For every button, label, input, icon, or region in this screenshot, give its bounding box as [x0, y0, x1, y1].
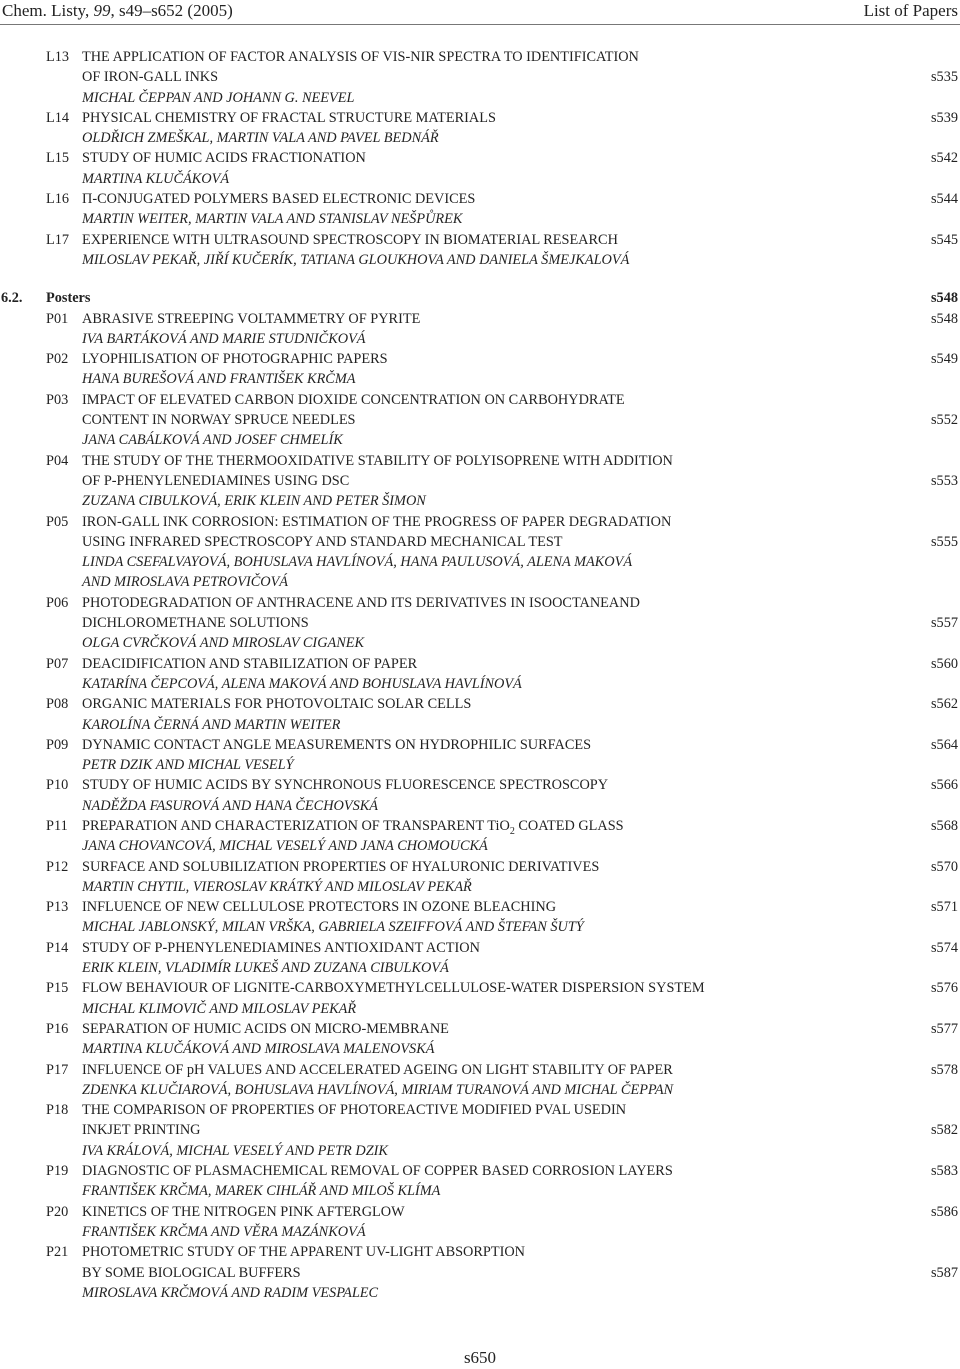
paper-title: [82, 735, 591, 755]
author-line: [46, 755, 958, 775]
paper-title-suffix: COATED GLASS: [514, 817, 624, 834]
title-line: [46, 47, 958, 67]
author-line: [46, 250, 958, 270]
paper-title-text: STUDY OF P-PHENYLENEDIAMINES ANTIOXIDANT ACTION: [82, 939, 480, 956]
paper-page: s564: [930, 736, 958, 753]
paper-page: s583: [930, 1163, 958, 1180]
paper-page: s542: [930, 150, 958, 167]
author-line: [46, 169, 958, 189]
title-line: [46, 938, 958, 958]
paper-entry: [46, 1100, 958, 1161]
paper-title-text: ORGANIC MATERIALS FOR PHOTOVOLTAIC SOLAR CELLS: [82, 696, 472, 713]
paper-authors: MICHAL JABLONSKÝ, MILAN VRŠKA, GABRIELA SZEIFFOVÁ AND ŠTEFAN ŠUTÝ: [82, 919, 584, 936]
paper-title: [82, 1202, 405, 1222]
paper-entry: [46, 735, 958, 776]
paper-entry: [46, 857, 958, 898]
author-line: [46, 1222, 958, 1242]
paper-title-text: USING INFRARED SPECTROSCOPY AND STANDARD MECHANICAL TEST: [82, 533, 563, 550]
paper-authors: MIROSLAVA KRČMOVÁ AND RADIM VESPALEC: [82, 1284, 379, 1301]
paper-page: s571: [930, 899, 958, 916]
paper-code: P06: [46, 594, 69, 611]
paper-page: s557: [930, 615, 958, 632]
paper-entry: [46, 451, 958, 512]
paper-title-text: SEPARATION OF HUMIC ACIDS ON MICRO-MEMBRANE: [82, 1020, 449, 1037]
author-line: [46, 1080, 958, 1100]
paper-title-text: THE COMPARISON OF PROPERTIES OF PHOTOREACTIVE MODIFIED PVAL USEDIN: [82, 1102, 627, 1119]
paper-page: s578: [930, 1061, 958, 1078]
title-line: [46, 1060, 958, 1080]
author-line: [46, 796, 958, 816]
paper-code: P20: [46, 1203, 69, 1220]
posters-heading: [1, 288, 958, 308]
paper-title-text: PHOTODEGRADATION OF ANTHRACENE AND ITS DERIVATIVES IN ISOOCTANEAND: [82, 594, 640, 611]
paper-page: s587: [930, 1264, 958, 1281]
paper-title: [82, 1161, 673, 1181]
paper-authors: MICHAL ČEPPAN AND JOHANN G. NEEVEL: [82, 89, 355, 106]
paper-title: [82, 230, 618, 250]
paper-title-text: DIAGNOSTIC OF PLASMACHEMICAL REMOVAL OF COPPER BASED CORROSION LAYERS: [82, 1163, 673, 1180]
paper-title-text: INFLUENCE OF pH VALUES AND ACCELERATED AGEING ON LIGHT STABILITY OF PAPER: [82, 1061, 673, 1078]
paper-page: s548: [930, 310, 958, 327]
lectures-list: [46, 47, 958, 270]
paper-title: [82, 1019, 449, 1039]
paper-title: [82, 148, 366, 168]
paper-page: s582: [930, 1122, 958, 1139]
paper-title: [82, 654, 417, 674]
paper-title: [82, 47, 639, 67]
paper-title-text: SURFACE AND SOLUBILIZATION PROPERTIES OF HYALURONIC DERIVATIVES: [82, 858, 600, 875]
paper-title: [82, 1060, 673, 1080]
paper-code: L13: [46, 49, 70, 65]
paper-code: L17: [46, 231, 70, 248]
paper-authors: ZUZANA CIBULKOVÁ, ERIK KLEIN AND PETER ŠIMON: [82, 493, 426, 510]
posters-list: [46, 309, 958, 1304]
author-line: [46, 999, 958, 1019]
paper-entry: [46, 1161, 958, 1202]
paper-page: s553: [930, 472, 958, 489]
paper-title: [82, 775, 608, 795]
paper-page: s544: [930, 191, 958, 208]
paper-code: P12: [46, 858, 69, 875]
paper-page: s545: [930, 231, 958, 248]
posters-section-page: s548: [930, 290, 958, 307]
paper-entry: [46, 775, 958, 816]
paper-title-text: EXPERIENCE WITH ULTRASOUND SPECTROSCOPY IN BIOMATERIAL RESEARCH: [82, 231, 618, 248]
paper-title-text: PHOTOMETRIC STUDY OF THE APPARENT UV-LIGHT ABSORPTION: [82, 1244, 526, 1261]
page-number: s650: [463, 1348, 497, 1367]
paper-code: P11: [46, 817, 68, 834]
paper-code: L16: [46, 191, 70, 208]
paper-title-text: KINETICS OF THE NITROGEN PINK AFTERGLOW: [82, 1203, 405, 1220]
author-line: [46, 329, 958, 349]
paper-code: P19: [46, 1163, 69, 1180]
title-line: [46, 67, 958, 87]
paper-title: [82, 613, 309, 633]
paper-code: P17: [46, 1061, 69, 1078]
paper-authors: IVA KRÁLOVÁ, MICHAL VESELÝ AND PETR DZIK: [82, 1142, 388, 1159]
papers-list: [1, 47, 958, 1303]
journal-citation: [2, 0, 233, 22]
paper-code: P16: [46, 1020, 69, 1037]
paper-page: s539: [930, 109, 958, 126]
paper-title: [82, 593, 640, 613]
paper-title: [82, 349, 388, 369]
paper-entry: [46, 189, 958, 230]
title-line: [46, 654, 958, 674]
title-line: [46, 978, 958, 998]
author-line: [46, 491, 958, 511]
paper-page: s574: [930, 939, 958, 956]
author-line: [46, 209, 958, 229]
paper-authors: AND MIROSLAVA PETROVIČOVÁ: [82, 574, 289, 591]
paper-authors: FRANTIŠEK KRČMA, MAREK CIHLÁŘ AND MILOŠ KLÍMA: [82, 1183, 441, 1200]
paper-entry: [46, 978, 958, 1019]
author-line: [46, 715, 958, 735]
paper-title-text: STUDY OF HUMIC ACIDS FRACTIONATION: [82, 150, 366, 167]
paper-title-text: STUDY OF HUMIC ACIDS BY SYNCHRONOUS FLUORESCENCE SPECTROSCOPY: [82, 777, 609, 794]
paper-title-text: ABRASIVE STREEPING VOLTAMMETRY OF PYRITE: [82, 310, 421, 327]
paper-authors: ERIK KLEIN, VLADIMÍR LUKEŠ AND ZUZANA CIBULKOVÁ: [82, 960, 449, 977]
section-gap: [46, 270, 958, 288]
paper-title: [82, 897, 556, 917]
author-line: [46, 430, 958, 450]
paper-code: P14: [46, 939, 69, 956]
title-line: [46, 857, 958, 877]
author-line: [46, 958, 958, 978]
paper-page: s570: [930, 858, 958, 875]
paper-entry: [46, 47, 958, 108]
paper-entry: [46, 654, 958, 695]
title-line: [46, 471, 958, 491]
paper-entry: [46, 938, 958, 979]
paper-title-text: Π-CONJUGATED POLYMERS BASED ELECTRONIC DEVICES: [82, 191, 476, 208]
running-header: [0, 0, 960, 24]
paper-authors: NADĚŽDA FASUROVÁ AND HANA ČECHOVSKÁ: [82, 797, 379, 814]
paper-title: [82, 857, 599, 877]
paper-title-text: DICHLOROMETHANE SOLUTIONS: [82, 615, 309, 632]
title-line: [46, 148, 958, 168]
paper-code: P05: [46, 513, 69, 530]
paper-title: [82, 512, 671, 532]
paper-title: [82, 1120, 200, 1140]
posters-section-number: 6.2.: [1, 290, 23, 307]
paper-page: s576: [930, 980, 958, 997]
paper-authors: HANA BUREŠOVÁ AND FRANTIŠEK KRČMA: [82, 371, 356, 388]
paper-title: [82, 410, 356, 430]
paper-title-text: THE APPLICATION OF FACTOR ANALYSIS OF VIS-NIR SPECTRA TO IDENTIFICATION: [82, 49, 639, 65]
paper-code: P13: [46, 899, 69, 916]
title-line: [46, 1263, 958, 1283]
author-line: [46, 369, 958, 389]
paper-code: L15: [46, 150, 70, 167]
paper-page: s560: [930, 655, 958, 672]
author-line: [46, 877, 958, 897]
author-line: [46, 572, 958, 592]
paper-title: [82, 1242, 525, 1262]
author-line: [46, 917, 958, 937]
paper-title: [82, 532, 563, 552]
paper-entry: [46, 108, 958, 149]
paper-title: [82, 451, 673, 471]
paper-page: s577: [930, 1020, 958, 1037]
paper-authors: JANA CHOVANCOVÁ, MICHAL VESELÝ AND JANA CHOMOUCKÁ: [82, 838, 488, 855]
paper-page: s549: [930, 351, 958, 368]
paper-authors: MILOSLAV PEKAŘ, JIŘÍ KUČERÍK, TATIANA GLOUKHOVA AND DANIELA ŠMEJKALOVÁ: [82, 251, 630, 268]
paper-authors: MICHAL KLIMOVIČ AND MILOSLAV PEKAŘ: [82, 1000, 357, 1017]
author-line: [46, 552, 958, 572]
title-line: [46, 532, 958, 552]
paper-entry: [46, 1242, 958, 1303]
title-line: [46, 1019, 958, 1039]
paper-authors: ZDENKA KLUČIAROVÁ, BOHUSLAVA HAVLÍNOVÁ, MIRIAM TURANOVÁ AND MICHAL ČEPPAN: [82, 1081, 674, 1098]
paper-title: [82, 938, 480, 958]
paper-code: P18: [46, 1102, 69, 1119]
title-line: [46, 897, 958, 917]
title-line: [46, 309, 958, 329]
paper-authors: MARTINA KLUČÁKOVÁ: [82, 170, 230, 187]
paper-page: s568: [930, 817, 958, 834]
paper-authors: OLGA CVRČKOVÁ AND MIROSLAV CIGANEK: [82, 635, 365, 652]
paper-entry: [46, 694, 958, 735]
paper-title-text: INKJET PRINTING: [82, 1122, 201, 1139]
journal-volume: 99: [93, 1, 111, 20]
paper-entry: [46, 1202, 958, 1243]
title-line: [46, 1202, 958, 1222]
author-line: [46, 128, 958, 148]
paper-title-text: DEACIDIFICATION AND STABILIZATION OF PAPER: [82, 655, 418, 672]
paper-authors: KAROLÍNA ČERNÁ AND MARTIN WEITER: [82, 716, 341, 733]
author-line: [46, 674, 958, 694]
title-subscript: 2: [509, 825, 515, 837]
paper-entry: [46, 816, 958, 857]
paper-entry: [46, 390, 958, 451]
title-line: [46, 1242, 958, 1262]
paper-code: P04: [46, 452, 69, 469]
paper-title: [82, 67, 218, 87]
paper-title-text: OF IRON-GALL INKS: [82, 69, 219, 86]
paper-title-text: THE STUDY OF THE THERMOOXIDATIVE STABILITY OF POLYISOPRENE WITH ADDITION: [82, 452, 673, 469]
paper-title-text: PHYSICAL CHEMISTRY OF FRACTAL STRUCTURE MATERIALS: [82, 109, 496, 126]
paper-page: s566: [930, 777, 958, 794]
paper-authors: KATARÍNA ČEPCOVÁ, ALENA MAKOVÁ AND BOHUSLAVA HAVLÍNOVÁ: [82, 675, 522, 692]
paper-authors: OLDŘICH ZMEŠKAL, MARTIN VALA AND PAVEL BEDNÁŘ: [82, 130, 439, 147]
title-line: [46, 593, 958, 613]
author-line: [46, 1283, 958, 1303]
paper-entry: [46, 1060, 958, 1101]
paper-title: [82, 108, 496, 128]
title-line: [46, 390, 958, 410]
paper-authors: FRANTIŠEK KRČMA AND VĚRA MAZÁNKOVÁ: [82, 1223, 366, 1240]
paper-title: [82, 189, 475, 209]
paper-authors: MARTIN CHYTIL, VIEROSLAV KRÁTKÝ AND MILOSLAV PEKAŘ: [82, 878, 472, 895]
title-line: [46, 410, 958, 430]
author-line: [46, 88, 958, 108]
paper-authors: MARTINA KLUČÁKOVÁ AND MIROSLAVA MALENOVSKÁ: [82, 1041, 435, 1058]
title-line: [46, 775, 958, 795]
journal-name: Chem. Listy,: [2, 1, 94, 20]
paper-title-text: LYOPHILISATION OF PHOTOGRAPHIC PAPERS: [82, 351, 388, 368]
author-line: [46, 1039, 958, 1059]
title-line: [46, 1100, 958, 1120]
paper-page: s562: [930, 696, 958, 713]
paper-code: P15: [46, 980, 69, 997]
title-line: [46, 1161, 958, 1181]
paper-entry: [46, 1019, 958, 1060]
paper-title: [82, 1263, 301, 1283]
paper-title-text: DYNAMIC CONTACT ANGLE MEASUREMENTS ON HYDROPHILIC SURFACES: [82, 736, 592, 753]
paper-page: s586: [930, 1203, 958, 1220]
title-line: [46, 451, 958, 471]
title-line: [46, 1120, 958, 1140]
paper-entry: [46, 309, 958, 350]
paper-code: P21: [46, 1244, 69, 1261]
paper-entry: [46, 593, 958, 654]
paper-entry: [46, 897, 958, 938]
title-line: [46, 349, 958, 369]
journal-pages: , s49–s652 (2005): [110, 1, 233, 20]
paper-entry: [46, 512, 958, 593]
paper-authors: MARTIN WEITER, MARTIN VALA AND STANISLAV NEŠPŮREK: [82, 211, 463, 228]
paper-entry: [46, 349, 958, 390]
paper-title-text: BY SOME BIOLOGICAL BUFFERS: [82, 1264, 301, 1281]
paper-authors: LINDA CSEFALVAYOVÁ, BOHUSLAVA HAVLÍNOVÁ, HANA PAULUSOVÁ, ALENA MAKOVÁ: [82, 554, 633, 571]
author-line: [46, 836, 958, 856]
title-line: [46, 613, 958, 633]
paper-title-text: PREPARATION AND CHARACTERIZATION OF TRANSPARENT TiO: [82, 817, 510, 834]
paper-code: P02: [46, 351, 69, 368]
title-line: [46, 735, 958, 755]
paper-code: P03: [46, 391, 69, 408]
paper-page: s535: [930, 69, 958, 86]
paper-code: P07: [46, 655, 69, 672]
paper-title-text: CONTENT IN NORWAY SPRUCE NEEDLES: [82, 412, 356, 429]
paper-title-text: IMPACT OF ELEVATED CARBON DIOXIDE CONCENTRATION ON CARBOHYDRATE: [82, 391, 625, 408]
paper-entry: [46, 230, 958, 271]
paper-title-text: OF P-PHENYLENEDIAMINES USING DSC: [82, 472, 350, 489]
section-title: List of Papers: [863, 1, 958, 20]
title-line: [46, 694, 958, 714]
header-rule: [0, 24, 960, 25]
paper-code: P09: [46, 736, 69, 753]
paper-authors: JANA CABÁLKOVÁ AND JOSEF CHMELÍK: [82, 432, 343, 449]
paper-code: L14: [46, 109, 70, 126]
paper-title-text: FLOW BEHAVIOUR OF LIGNITE-CARBOXYMETHYLCELLULOSE-WATER DISPERSION SYSTEM: [82, 980, 705, 997]
paper-title: [82, 694, 471, 714]
title-line: [46, 108, 958, 128]
paper-title-text: INFLUENCE OF NEW CELLULOSE PROTECTORS IN OZONE BLEACHING: [82, 899, 557, 916]
paper-title: [82, 390, 625, 410]
paper-title: [82, 1100, 626, 1120]
author-line: [46, 1141, 958, 1161]
title-line: [46, 816, 958, 836]
title-line: [46, 512, 958, 532]
paper-code: P01: [46, 310, 69, 327]
author-line: [46, 1181, 958, 1201]
paper-code: P10: [46, 777, 69, 794]
paper-title-text: IRON-GALL INK CORROSION: ESTIMATION OF THE PROGRESS OF PAPER DEGRADATION: [82, 513, 672, 530]
author-line: [46, 633, 958, 653]
title-line: [46, 230, 958, 250]
title-line: [46, 189, 958, 209]
paper-page: s552: [930, 412, 958, 429]
posters-section-title: Posters: [46, 290, 91, 307]
paper-authors: IVA BARTÁKOVÁ AND MARIE STUDNIČKOVÁ: [82, 330, 366, 347]
paper-title: [82, 471, 349, 491]
paper-title: [82, 978, 705, 998]
paper-page: s555: [930, 533, 958, 550]
paper-entry: [46, 148, 958, 189]
paper-title: [82, 309, 420, 329]
paper-code: P08: [46, 696, 69, 713]
paper-authors: PETR DZIK AND MICHAL VESELÝ: [82, 757, 294, 774]
